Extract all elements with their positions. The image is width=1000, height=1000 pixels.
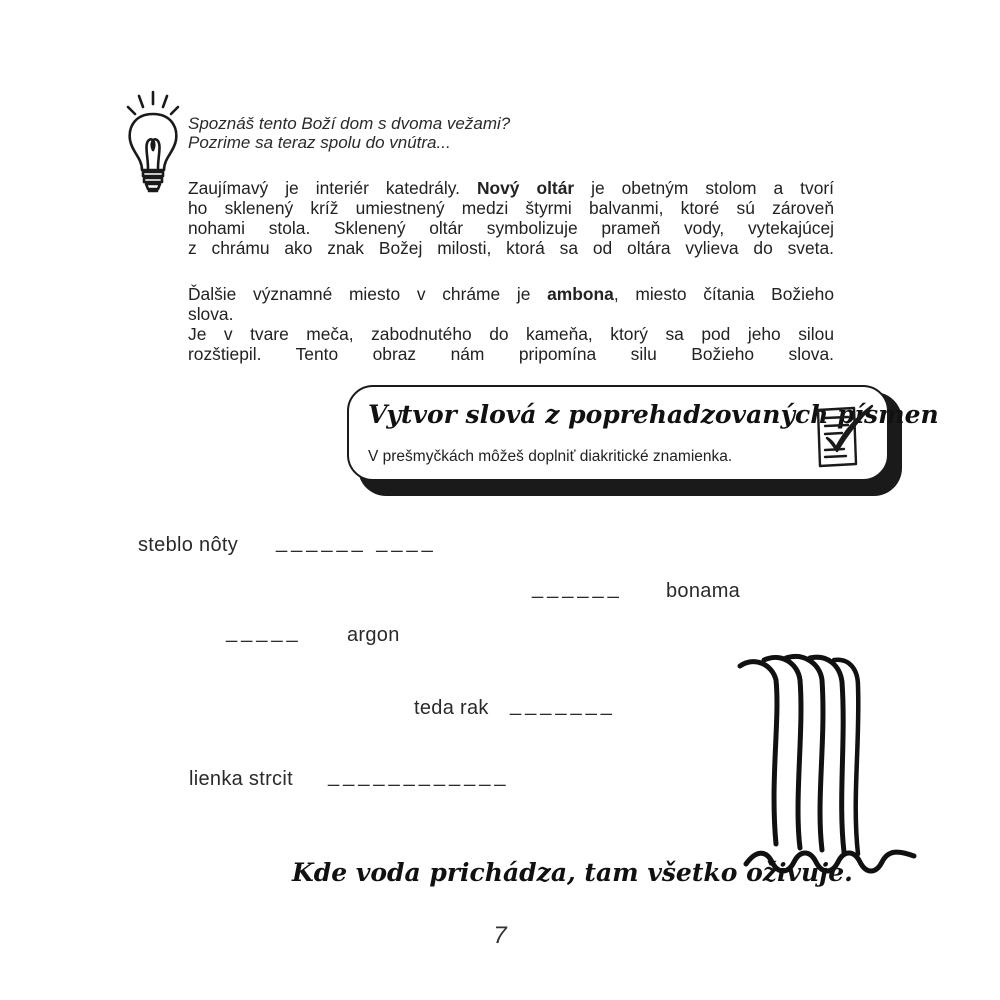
intro-line-2: Pozrime sa teraz spolu do vnútra... [188,133,451,152]
text-segment: Zaujímavý je interiér katedrály. [188,178,477,198]
answer-blank-1[interactable]: ______ ____ [276,531,437,553]
paragraph-ambo-line-2: slova. [188,304,234,324]
paragraph-altar-line-4: z chrámu ako znak Božej milosti, ktorá sa od oltára vylieva do sveta. [188,238,834,258]
task-subtitle: V prešmyčkách môžeš doplniť diakritické znamienka. [368,448,733,465]
text-segment: , miesto čítania Božieho [613,284,834,304]
paragraph-altar-line-1 [188,178,834,198]
intro-question [188,114,848,152]
anagram-word-4: teda rak [414,697,489,719]
anagram-word-2: bonama [666,580,741,602]
paragraph-altar-line-3: nohami stola. Sklenený oltár symbolizuje prameň vody, vytekajúcej [188,218,834,238]
anagram-word-3: argon [347,624,400,646]
paragraph-altar-line-2: ho sklenený kríž umiestnený medzi štyrmi balvanmi, ktoré sú zároveň [188,198,834,218]
answer-blank-2[interactable]: ______ [532,577,623,599]
task-title: Vytvor slová z poprehadzovaných písmen [368,400,939,429]
lightbulb-icon [122,90,184,198]
motto: Kde voda prichádza, tam všetko oživuje. [292,858,853,887]
text-segment: je obetným stolom a tvorí [574,178,834,198]
answer-blank-5[interactable]: ____________ [328,765,510,787]
intro-line-1: Spoznáš tento Boží dom s dvoma vežami? [188,114,511,133]
paragraph-altar [188,178,834,258]
anagram-word-1: steblo nôty [138,534,239,556]
paragraph-ambo [188,284,834,364]
checklist-icon [814,404,876,468]
highlight-new-altar: Nový oltár [476,178,575,198]
text-segment: Ďalšie významné miesto v chráme je [188,284,548,304]
answer-blank-3[interactable]: _____ [226,621,302,643]
paragraph-ambo-line-4: rozštiepil. Tento obraz nám pripomína silu Božieho slova. [188,344,834,364]
highlight-ambo: ambona [547,284,614,304]
paragraph-ambo-line-1 [188,284,834,304]
waterfall-illustration [736,650,918,882]
answer-blank-4[interactable]: _______ [510,694,616,716]
page-number: 7 [493,922,507,949]
paragraph-ambo-line-3: Je v tvare meča, zabodnutého do kameňa, ktorý sa pod jeho silou [188,324,834,344]
anagram-word-5: lienka strcit [189,768,293,790]
